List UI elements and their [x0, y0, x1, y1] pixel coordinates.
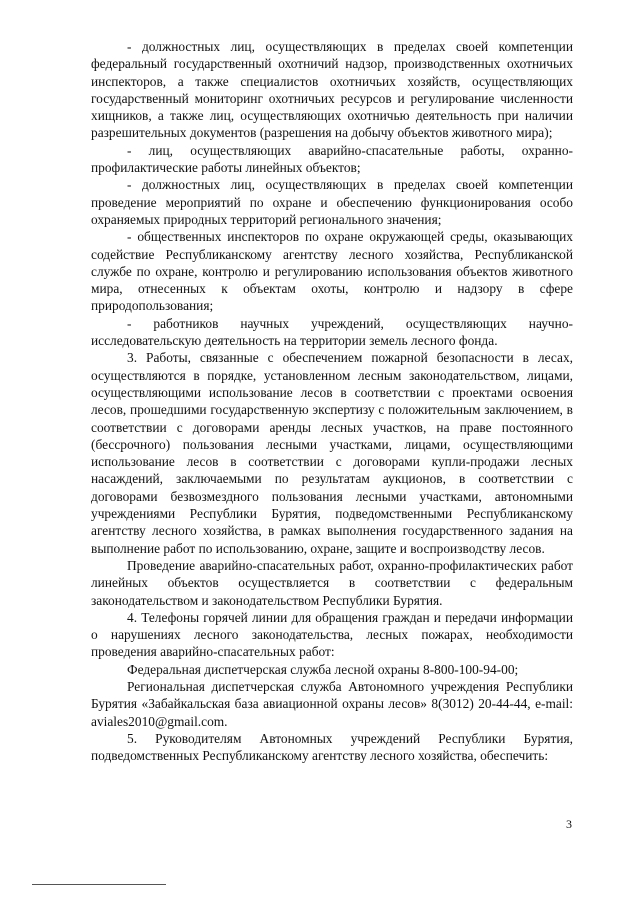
paragraph-regional-dispatch: Региональная диспетчерская служба Автономного учреждения Республики Бурятия «Забайкальская база авиационной охраны лесов» 8(3012) 20-44-44, e-mail: aviales2010@gmail.com. [91, 678, 573, 729]
paragraph-protected-territories: - должностных лиц, осуществляющих в пределах своей компетенции проведение мероприятий по охране и обеспечению функционирования особо охраняемых природных территорий регионального значения; [91, 177, 573, 227]
paragraph-section-3: 3. Работы, связанные с обеспечением пожарной безопасности в лесах, осуществляются в порядке, установленном лесным законодательством, лицами, осуществляющими использование лесов в соответствии с проектами освоения лесов, прошедшими государственную экспертизу с положительным заключением, в соответствии с договорами аренды лесных участков, на праве постоянного (бессрочного) пользования лесными участками, лицами, осуществляющими использование лесов в соответствии с договорами купли-продажи лесных насаждений, заключаемыми по результатам аукционов, в соответствии с договорами безвозмездного пользования лесными участками, автономными учреждениями Республики Бурятия, подведомственными Республиканскому агентству лесного хозяйства, в рамках выполнения государственного задания на выполнение работ по использованию, охране, защите и воспроизводству лесов. [91, 350, 573, 556]
paragraph-federal-dispatch: Федеральная диспетчерская служба лесной охраны 8-800-100-94-00; [127, 661, 519, 677]
page-number: 3 [566, 817, 572, 831]
paragraph-research-workers: - работников научных учреждений, осуществляющих научно-исследовательскую деятельность на территории земель лесного фонда. [91, 315, 573, 349]
paragraph-rescue-works: Проведение аварийно-спасательных работ, охранно-профилактических работ линейных объектов осуществляется в соответствии с федеральным законодательством и законодательством Республики Бурятия. [91, 557, 573, 608]
paragraph-section-4-hotlines: 4. Телефоны горячей линии для обращения граждан и передачи информации о нарушениях лесного законодательства, лесных пожарах, необходимости проведения аварийно-спасательных работ: [91, 609, 573, 660]
paragraph-section-5: 5. Руководителям Автономных учреждений Республики Бурятия, подведомственных Республиканскому агентству лесного хозяйства, обеспечить: [91, 730, 573, 764]
paragraph-public-inspectors: - общественных инспекторов по охране окружающей среды, оказывающих содействие Республиканскому агентству лесного хозяйства, Республиканской службе по охране, контролю и регулированию использования объектов животного мира, отнесенных к объектам охоты, контролю и надзору в сфере природопользования; [91, 229, 573, 314]
paragraph-rescue-workers: - лиц, осуществляющих аварийно-спасательные работы, охранно-профилактические работы линейных объектов; [91, 142, 573, 176]
document-body [91, 38, 573, 764]
paragraph-officials-hunting: - должностных лиц, осуществляющих в пределах своей компетенции федеральный государственный охотничий надзор, производственных охотничьих инспекторов, а также специалистов охотничьих хозяйств, осуществляющих государственный мониторинг охотничьих ресурсов и регулирование численности хищников, а также лиц, осуществляющих охотничью деятельность при наличии разрешительных документов (разрешения на добычу объектов животного мира); [91, 39, 573, 141]
footer-divider [32, 884, 166, 885]
